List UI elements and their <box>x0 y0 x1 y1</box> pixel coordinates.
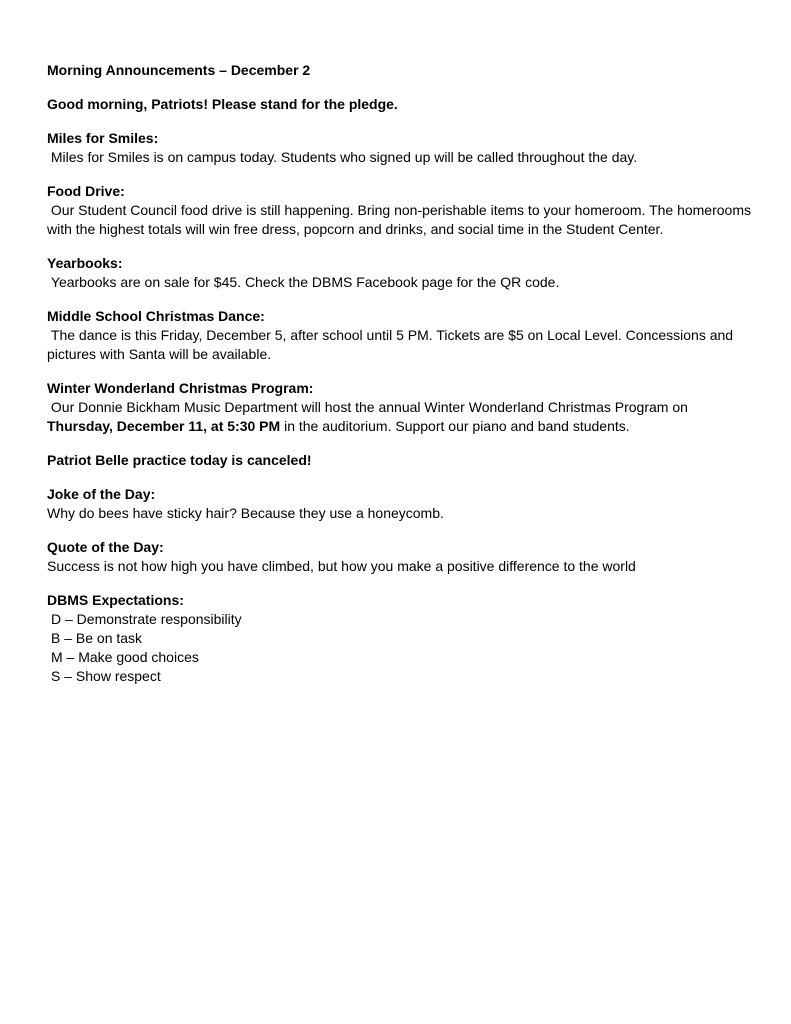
page-title: Morning Announcements – December 2 <box>47 62 311 78</box>
winter-program-section <box>47 379 757 436</box>
expectation-item: D – Demonstrate responsibility <box>51 611 242 627</box>
expectation-item: M – Make good choices <box>51 649 199 665</box>
food-drive-heading: Food Drive: <box>47 183 125 199</box>
winter-program-body-end: in the auditorium. Support our piano and band students. <box>280 418 630 434</box>
yearbooks-body: Yearbooks are on sale for $45. Check the DBMS Facebook page for the QR code. <box>47 274 560 290</box>
yearbooks-section <box>47 254 757 292</box>
expectation-item: S – Show respect <box>51 668 161 684</box>
joke-body: Why do bees have sticky hair? Because they use a honeycomb. <box>47 505 444 521</box>
food-drive-section <box>47 182 757 239</box>
belle-practice-notice: Patriot Belle practice today is canceled! <box>47 452 312 468</box>
winter-program-body-start: Our Donnie Bickham Music Department will host the annual Winter Wonderland Christmas Program on <box>47 399 692 415</box>
miles-heading: Miles for Smiles: <box>47 130 159 146</box>
joke-heading: Joke of the Day: <box>47 486 156 502</box>
quote-section <box>47 538 757 576</box>
quote-body: Success is not how high you have climbed, but how you make a positive difference to the world <box>47 558 636 574</box>
joke-section <box>47 485 757 523</box>
quote-heading: Quote of the Day: <box>47 539 164 555</box>
yearbooks-heading: Yearbooks: <box>47 255 123 271</box>
expectation-item: B – Be on task <box>51 630 143 646</box>
winter-program-heading: Winter Wonderland Christmas Program: <box>47 380 314 396</box>
food-drive-body: Our Student Council food drive is still happening. Bring non-perishable items to your homeroom. The homerooms with the highest totals will win free dress, popcorn and drinks, and social time in the Student Center. <box>47 202 755 237</box>
expectations-heading: DBMS Expectations: <box>47 592 184 608</box>
dance-body: The dance is this Friday, December 5, after school until 5 PM. Tickets are $5 on Local Level. Concessions and pictures with Santa will be available. <box>47 327 737 362</box>
miles-body: Miles for Smiles is on campus today. Students who signed up will be called throughout the day. <box>47 149 638 165</box>
dance-section <box>47 307 757 364</box>
miles-for-smiles-section <box>47 129 757 167</box>
greeting-text: Good morning, Patriots! Please stand for the pledge. <box>47 96 398 112</box>
winter-program-body <box>47 398 757 436</box>
announcement-document <box>47 61 757 701</box>
dance-heading: Middle School Christmas Dance: <box>47 308 265 324</box>
expectations-section <box>47 591 757 686</box>
winter-program-date: Thursday, December 11, at 5:30 PM <box>47 418 281 434</box>
